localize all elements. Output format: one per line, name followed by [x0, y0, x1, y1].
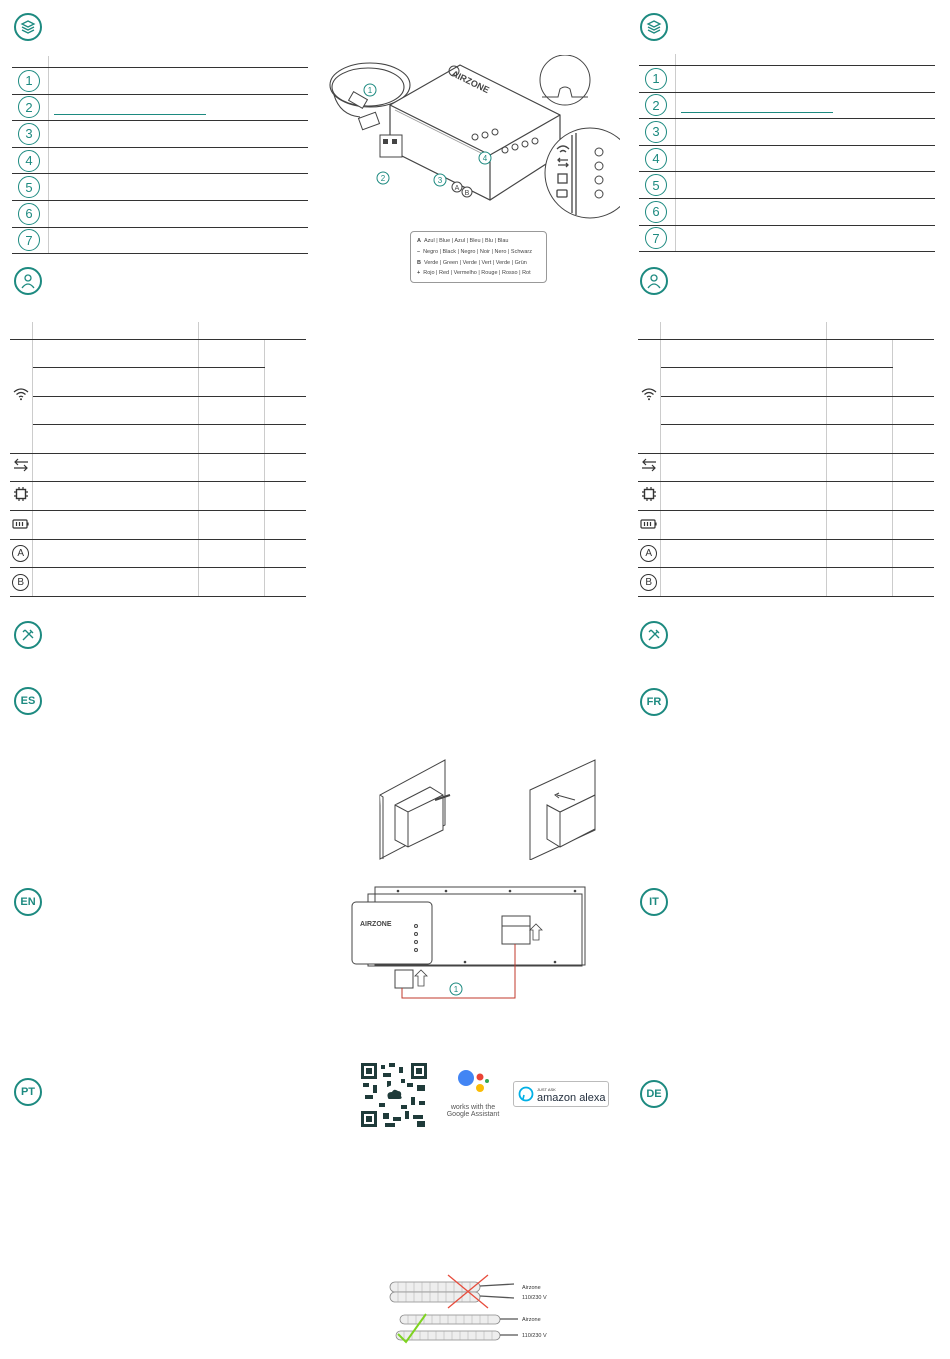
user-info-icon-right	[640, 267, 668, 295]
terminal-b-icon: B	[640, 574, 657, 591]
table-row	[10, 368, 306, 397]
list-item	[12, 95, 308, 122]
lang-es-icon: ES	[14, 687, 42, 715]
list-item	[12, 201, 308, 228]
lang-fr-icon: FR	[640, 688, 668, 716]
qr-code	[361, 1063, 427, 1127]
table-row	[10, 539, 306, 568]
tools-icon	[14, 621, 42, 649]
cable-voltage-top: 110/230 V	[522, 1295, 547, 1301]
led-table-header	[638, 322, 934, 339]
chip-icon	[641, 486, 657, 502]
table-row	[10, 511, 306, 540]
list-item	[12, 148, 308, 175]
number-badge: 3	[645, 121, 667, 143]
google-badge-line1: works with the	[450, 1104, 496, 1111]
link-underline[interactable]	[681, 112, 833, 113]
table-row	[638, 511, 934, 540]
number-badge: 3	[18, 123, 40, 145]
transfer-arrows-icon	[640, 457, 658, 473]
wiring-callout: 1	[453, 985, 459, 994]
list-item	[12, 228, 308, 255]
battery-icon	[640, 519, 658, 529]
number-badge: 2	[645, 94, 667, 116]
list-item	[639, 93, 935, 120]
number-badge: 7	[18, 229, 40, 251]
list-item	[639, 66, 935, 93]
table-row	[638, 568, 934, 597]
table-row	[638, 482, 934, 511]
lang-pt-icon: PT	[14, 1078, 42, 1106]
number-badge: 5	[645, 174, 667, 196]
list-item	[639, 199, 935, 226]
tools-icon-right	[640, 621, 668, 649]
number-badge: 5	[18, 176, 40, 198]
google-assistant-badge	[438, 1066, 508, 1126]
layers-icon-right	[640, 13, 668, 41]
link-underline[interactable]	[54, 114, 206, 115]
lang-de-icon: DE	[640, 1080, 668, 1108]
terminal-a-label: A	[454, 185, 460, 192]
wifi-icon	[641, 387, 657, 401]
table-row	[638, 425, 934, 454]
legend-row: A Azul | Blue | Azul | Bleu | Blu | Blau	[417, 238, 509, 244]
wifi-icon	[13, 387, 29, 401]
alexa-big-text: amazon alexa	[537, 1092, 606, 1104]
chip-icon	[13, 486, 29, 502]
callout-1: 1	[367, 86, 373, 95]
components-list-left	[12, 56, 308, 254]
terminal-b-icon: B	[12, 574, 29, 591]
table-row	[638, 339, 934, 368]
transfer-arrows-icon	[12, 457, 30, 473]
user-info-icon	[14, 267, 42, 295]
terminal-b-label: B	[464, 190, 470, 197]
list-item	[639, 226, 935, 253]
device-illustration	[320, 55, 620, 225]
list-header	[639, 54, 935, 66]
cable-label-bottom: Airzone	[522, 1317, 541, 1323]
legend-row: + Rojo | Red | Vermelho | Rouge | Rosso | Rot	[417, 270, 531, 277]
table-row	[638, 453, 934, 482]
list-item	[12, 68, 308, 95]
components-list-right	[639, 54, 935, 252]
number-badge: 7	[645, 227, 667, 249]
wiring-illustration	[350, 882, 595, 1004]
number-badge: 4	[18, 150, 40, 172]
number-badge: 6	[18, 203, 40, 225]
table-row	[638, 539, 934, 568]
google-assistant-icon	[453, 1066, 493, 1098]
list-item	[12, 121, 308, 148]
wiring-brand: AIRZONE	[360, 921, 392, 928]
led-table-right	[638, 322, 934, 597]
lang-en-icon: EN	[14, 888, 42, 916]
alexa-icon	[518, 1086, 534, 1102]
alexa-small-text: JUST ASK	[537, 1087, 556, 1092]
number-badge: 4	[645, 148, 667, 170]
google-badge-line2: Google Assistant	[446, 1111, 500, 1118]
list-item	[639, 119, 935, 146]
layers-icon	[14, 13, 42, 41]
table-row	[10, 453, 306, 482]
table-row	[10, 425, 306, 454]
callout-4: 4	[482, 154, 488, 163]
table-row	[10, 396, 306, 425]
table-row	[10, 482, 306, 511]
terminal-a-icon: A	[12, 545, 29, 562]
terminal-a-icon: A	[640, 545, 657, 562]
list-item	[639, 146, 935, 173]
callout-2: 2	[380, 174, 386, 183]
table-row	[638, 368, 934, 397]
wall-mount-illustration	[375, 755, 605, 860]
number-badge: 2	[18, 96, 40, 118]
table-row	[10, 339, 306, 368]
table-row	[10, 568, 306, 597]
number-badge: 6	[645, 201, 667, 223]
list-item	[639, 172, 935, 199]
device-brand: AIRZONE	[450, 68, 491, 96]
list-header	[12, 56, 308, 68]
led-table-header	[10, 322, 306, 339]
wire-color-legend	[410, 231, 547, 283]
callout-3: 3	[437, 176, 443, 185]
lang-it-icon: IT	[640, 888, 668, 916]
list-item	[12, 174, 308, 201]
cable-separation-illustration	[388, 1272, 558, 1347]
cable-label-top: Airzone	[522, 1285, 541, 1291]
legend-row: – Negro | Black | Negro | Noir | Nero | Schwarz	[417, 248, 532, 255]
alexa-badge	[513, 1081, 609, 1107]
legend-row: B Verde | Green | Verde | Vert | Verde | Grün	[417, 259, 527, 266]
table-row	[638, 396, 934, 425]
led-table-left	[10, 322, 306, 597]
number-badge: 1	[18, 70, 40, 92]
cable-voltage-bottom: 110/230 V	[522, 1333, 547, 1339]
battery-icon	[12, 519, 30, 529]
number-badge: 1	[645, 68, 667, 90]
